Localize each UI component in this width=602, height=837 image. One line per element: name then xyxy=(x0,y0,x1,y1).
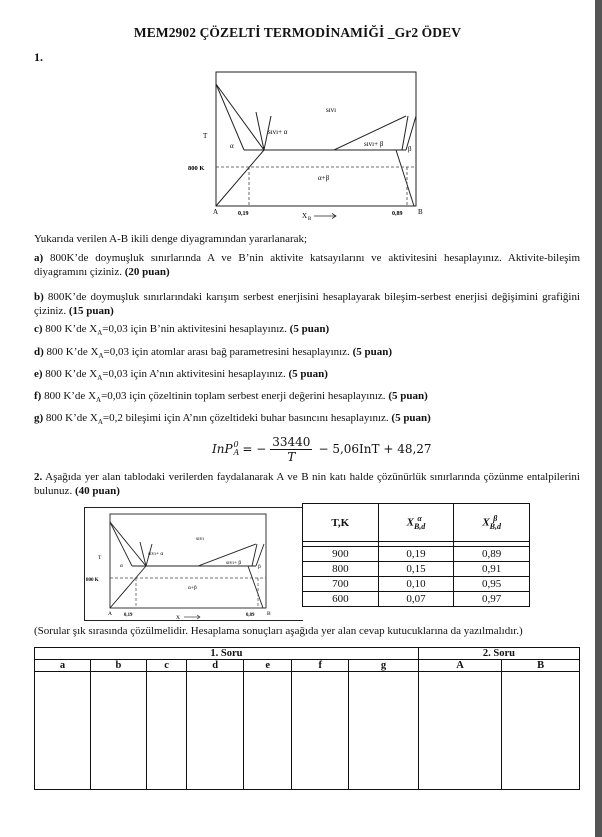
label-liq-alpha: sıvı+ α xyxy=(268,128,288,136)
question-2: 2. Aşağıda yer alan tablodaki verilerden faydalanarak A ve B nin katı halde çözünürlük sınırlarında çözünme entalpilerini bulunuz. (40 puan) xyxy=(34,471,580,497)
solvus-beta xyxy=(396,150,414,206)
svg-text:sıvı+ β: sıvı+ β xyxy=(226,560,242,566)
page-title: MEM2902 ÇÖZELTİ TERMODİNAMİĞİ _Gr2 ÖDEV xyxy=(133,25,462,40)
item-e: e) 800 K’de $X_A=0,03$ için A’nın aktivitesini hesaplayınız. (5 puan) xyxy=(34,368,328,383)
answer-table: 1. Soru 2. Soru a b c d e f g A B xyxy=(34,647,580,790)
label-x2: 0,89 xyxy=(392,211,403,217)
table-row: 700 0,10 0,95 xyxy=(303,577,530,592)
answer-cell-2a[interactable] xyxy=(418,672,502,790)
answer-cell-2b[interactable] xyxy=(502,672,580,790)
vapor-pressure-equation: InP 0 A = − $\frac{33440}{T}$ − 5,06InT + 48,27 xyxy=(212,434,432,464)
svg-text:α+β: α+β xyxy=(188,585,197,591)
item-c: c) 800 K’de $X_A=0,03$ için B’nin aktivitesini hesaplayınız. (5 puan) xyxy=(34,323,330,338)
solvus-alpha xyxy=(216,150,264,206)
svg-text:α: α xyxy=(120,563,123,569)
instructions-note: (Sorular şık sırasında çözülmelidir. Hesaplama sonuçları aşağıda yer alan cevap kutucuklarına da yazılmalıdır.) xyxy=(34,625,523,637)
label-liquid: sıvı xyxy=(326,106,337,114)
question-1-number: 1. xyxy=(34,50,43,64)
svg-text:B: B xyxy=(267,611,271,617)
table-row: 600 0,07 0,97 xyxy=(303,592,530,607)
answer-cell-a[interactable] xyxy=(35,672,91,790)
item-f: f) 800 K’de $X_A=0,03$ için çözeltinin toplam serbest enerji değerini hesaplayınız. (5 puan) xyxy=(34,390,428,405)
col-temp: T,K xyxy=(303,504,379,542)
svg-text:sıvı: sıvı xyxy=(196,536,204,542)
col-beta: X β B,d xyxy=(454,504,530,542)
label-beta: β xyxy=(408,145,412,153)
svg-text:sıvı+ α: sıvı+ α xyxy=(148,551,164,557)
label-xb: X xyxy=(302,212,308,220)
answer-cell-d[interactable] xyxy=(187,672,244,790)
answer-group-2: 2. Soru xyxy=(418,648,579,660)
answer-group-1: 1. Soru xyxy=(35,648,419,660)
svg-text:β: β xyxy=(258,564,261,570)
label-xb-sub: B xyxy=(308,217,312,222)
answer-cell-f[interactable] xyxy=(292,672,349,790)
svg-text:0,89: 0,89 xyxy=(246,613,255,618)
label-B: B xyxy=(418,208,423,216)
label-800k: 800 K xyxy=(188,165,205,172)
table-row: 800 0,15 0,91 xyxy=(303,562,530,577)
col-alpha: X α B,d xyxy=(378,504,454,542)
label-liq-beta: sıvı+ β xyxy=(364,140,384,148)
label-alpha-beta: α+β xyxy=(318,174,330,182)
diagram-frame xyxy=(216,72,416,206)
label-A: A xyxy=(213,208,219,216)
svg-text:A: A xyxy=(108,611,112,617)
svg-text:X: X xyxy=(176,615,180,621)
item-d: d) 800 K’de $X_A=0,03$ için atomlar arası bağ parametresini hesaplayınız. (5 puan) xyxy=(34,346,392,361)
item-b: b) 800K’de doymuşluk sınırlarındaki karışım serbest enerjisini hesaplayarak bileşim-serbest enerjisi değişimini grafiğini çiziniz. (15 puan) xyxy=(34,291,580,317)
phase-diagram-1 xyxy=(186,70,426,222)
solubility-table xyxy=(302,503,530,607)
answer-cell-c[interactable] xyxy=(146,672,186,790)
answer-input-row xyxy=(35,672,580,790)
intro-text: Yukarıda verilen A-B ikili denge diyagramından yararlanarak; xyxy=(34,233,308,245)
label-T: T xyxy=(203,132,208,140)
label-x1: 0,19 xyxy=(238,211,249,217)
answer-cell-b[interactable] xyxy=(90,672,146,790)
svg-text:800 K: 800 K xyxy=(86,578,99,583)
answer-cell-g[interactable] xyxy=(349,672,419,790)
item-a: a) 800K’de doymuşluk sınırlarında A ve B’nin aktivite katsayılarını ve aktivitesini hesaplayınız. Aktivite-bileşim diyagramını çiziniz. (20 puan) xyxy=(34,252,580,278)
phase-diagram-2 xyxy=(86,510,296,622)
table-row: 900 0,19 0,89 xyxy=(303,547,530,562)
svg-text:0,19: 0,19 xyxy=(124,613,133,618)
svg-text:T: T xyxy=(98,555,102,561)
item-g: g) 800 K’de $X_A=0,2$ bileşimi için A’nın çözeltideki buhar basıncını hesaplayınız. (5 puan) xyxy=(34,412,431,427)
answer-cell-e[interactable] xyxy=(244,672,292,790)
label-alpha: α xyxy=(230,142,234,150)
